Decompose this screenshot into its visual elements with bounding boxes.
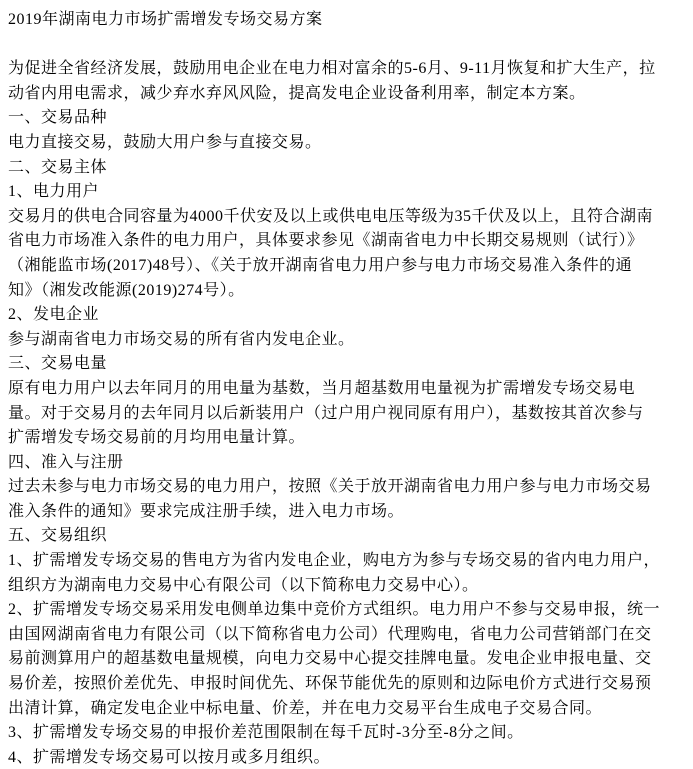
text-line: 原有电力用户以去年同月的用电量为基数，当月超基数用电量视为扩需增发专场交易电 — [8, 379, 636, 397]
list-item-line: 1、扩需增发专场交易的售电方为省内发电企业，购电方为参与专场交易的省内电力用户， — [8, 552, 661, 570]
text-line: 出清计算，确定发电企业中标电量、价差，并在电力交易平台生成电子交易合同。 — [8, 699, 603, 717]
text-line: 动省内用电需求，减少弃水弃风风险，提高发电企业设备利用率，制定本方案。 — [8, 84, 586, 102]
section-heading-line: 五、交易组织 — [8, 527, 108, 545]
text-line: 组织方为湖南电力交易中心有限公司（以下简称电力交易中心）。 — [8, 576, 479, 594]
list-item-line: 4、扩需增发专场交易可以按月或多月组织。 — [8, 748, 331, 766]
text-line: 参与湖南省电力市场交易的所有省内发电企业。 — [8, 330, 355, 348]
text-line: 准入条件的通知》要求完成注册手续，进入电力市场。 — [8, 502, 405, 520]
list-item-line: 1、电力用户 — [8, 183, 100, 201]
text-line: 易前测算用户的超基数电量规模，向电力交易中心提交挂牌电量。发电企业申报电量、交 — [8, 650, 652, 668]
section-heading-line: 二、交易主体 — [8, 158, 108, 176]
text-line: 省电力市场准入条件的电力用户，具体要求参见《湖南省电力中长期交易规则（试行）》 — [8, 232, 644, 250]
text-line: 由国网湖南省电力有限公司（以下简称省电力公司）代理购电，省电力公司营销部门在交 — [8, 625, 652, 643]
section-heading-line: 四、准入与注册 — [8, 453, 124, 471]
list-item-line: 3、扩需增发专场交易的申报价差范围限制在每千瓦时-3分至-8分之间。 — [8, 724, 524, 742]
text-line: 量。对于交易月的去年同月以后新装用户（过户用户视同原有用户），基数按其首次参与 — [8, 404, 644, 422]
section-heading-line: 三、交易电量 — [8, 355, 108, 373]
text-line: 知》（湘发改能源(2019)274号）。 — [8, 281, 245, 299]
text-line: （湘能监市场(2017)48号）、《关于放开湖南省电力用户参与电力市场交易准入条件的通 — [8, 256, 633, 274]
text-line: 扩需增发专场交易前的月均用电量计算。 — [8, 429, 306, 447]
text-line: 交易月的供电合同容量为4000千伏安及以上或供电电压等级为35千伏及以上，且符合湖南 — [8, 207, 654, 225]
text-line: 易价差，按照价差优先、申报时间优先、环保节能优先的原则和边际电价方式进行交易预 — [8, 675, 652, 693]
text-line: 过去未参与电力市场交易的电力用户，按照《关于放开湖南省电力用户参与电力市场交易 — [8, 478, 652, 496]
list-item-line: 2、发电企业 — [8, 306, 100, 324]
section-heading-line: 一、交易品种 — [8, 109, 108, 127]
blank-line — [8, 33, 685, 58]
text-line: 电力直接交易，鼓励大用户参与直接交易。 — [8, 133, 322, 151]
document-title: 2019年湖南电力市场扩需增发专场交易方案 — [8, 11, 323, 28]
list-item-line: 2、扩需增发专场交易采用发电侧单边集中竞价方式组织。电力用户不参与交易申报，统一 — [8, 601, 661, 619]
text-line: 为促进全省经济发展，鼓励用电企业在电力相对富余的5-6月、9-11月恢复和扩大生产，拉 — [8, 60, 656, 78]
